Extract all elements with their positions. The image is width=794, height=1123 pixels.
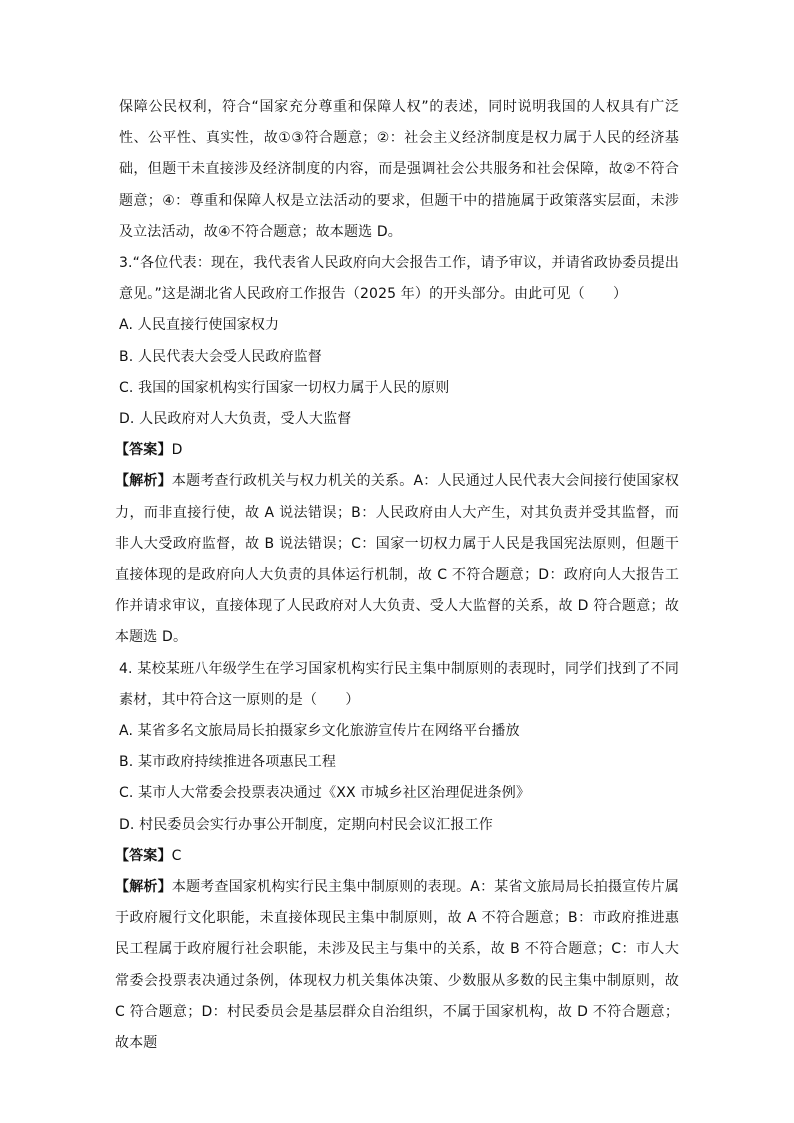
analysis-text: 本题考查国家机构实行民主集中制原则的表现。A：某省文旅局局长拍摄宣传片属于政府履行文化职能，未直接体现民主集中制原则，故 A 不符合题意；B：市政府推进惠民工程属于政府履行社会职能，未涉及民主与集中的关系，故 B 不符合题意；C：市人大常委会投票表决通过条例，体现权力机关集体决策、少数服从多数的民主集中制原则，故 C 符合题意；D：村民委员会是基层群众自治组织，不属于国家机构，故 D 不符合题意；故本题 [115,879,679,1052]
analysis-paragraph [115,872,679,1059]
answer-value: C [171,847,182,864]
intro-paragraph: 保障公民权利，符合“国家充分尊重和保障人权”的表述，同时说明我国的人权具有广泛性、公平性、真实性，故①③符合题意；②：社会主义经济制度是权力属于人民的经济基础，但题干未直接涉及经济制度的内容，而是强调社会公共服务和社会保障，故②不符合题意；④：尊重和保障人权是立法活动的要求，但题干中的措施属于政策落实层面，未涉及立法活动，故④不符合题意；故本题选 D。 [119,99,679,240]
question-3 [115,248,679,654]
analysis-paragraph [115,466,679,653]
answer-label: 【答案】 [115,442,172,459]
question-stem: 3.“各位代表：现在，我代表省人民政府向大会报告工作，请予审议，并请省政协委员提出意见。”这是湖北省人民政府工作报告（2025 年）的开头部分。由此可见（ ） [119,255,679,303]
option-a: A. 某省多名文旅局局长拍摄家乡文化旅游宣传片在网络平台播放 [119,723,520,740]
option-c: C. 我国的国家机构实行国家一切权力属于人民的原则 [119,379,450,396]
document-body [115,92,679,1059]
option-b: B. 某市政府持续推进各项惠民工程 [119,754,337,771]
option-c: C. 某市人大常委会投票表决通过《XX 市城乡社区治理促进条例》 [119,785,531,802]
option-d: D. 村民委员会实行办事公开制度，定期向村民会议汇报工作 [119,816,493,833]
option-a: A. 人民直接行使国家权力 [119,317,280,334]
answer-line [115,841,679,872]
analysis-text: 本题考查行政机关与权力机关的关系。A：人民通过人民代表大会间接行使国家权力，而非直接行使，故 A 说法错误；B：人民政府由人大产生，对其负责并受其监督，而非人大受政府监督，故 B 说法错误；C：国家一切权力属于人民是我国宪法原则，但题干直接体现的是政府向人大负责的具体运行机制，故 C 不符合题意；D：政府向人大报告工作并请求审议，直接体现了人民政府对人大负责、受人大监督的关系，故 D 符合题意；故本题选 D。 [115,473,679,646]
analysis-label: 【解析】 [115,473,172,490]
analysis-label: 【解析】 [115,879,172,896]
option-d: D. 人民政府对人大负责，受人大监督 [119,411,352,428]
question-4 [115,654,679,1060]
answer-line [115,435,679,466]
question-stem: 4. 某校某班八年级学生在学习国家机构实行民主集中制原则的表现时，同学们找到了不同素材，其中符合这一原则的是（ ） [119,660,679,708]
answer-value: D [171,442,183,459]
answer-label: 【答案】 [115,847,172,864]
option-b: B. 人民代表大会受人民政府监督 [119,348,322,365]
